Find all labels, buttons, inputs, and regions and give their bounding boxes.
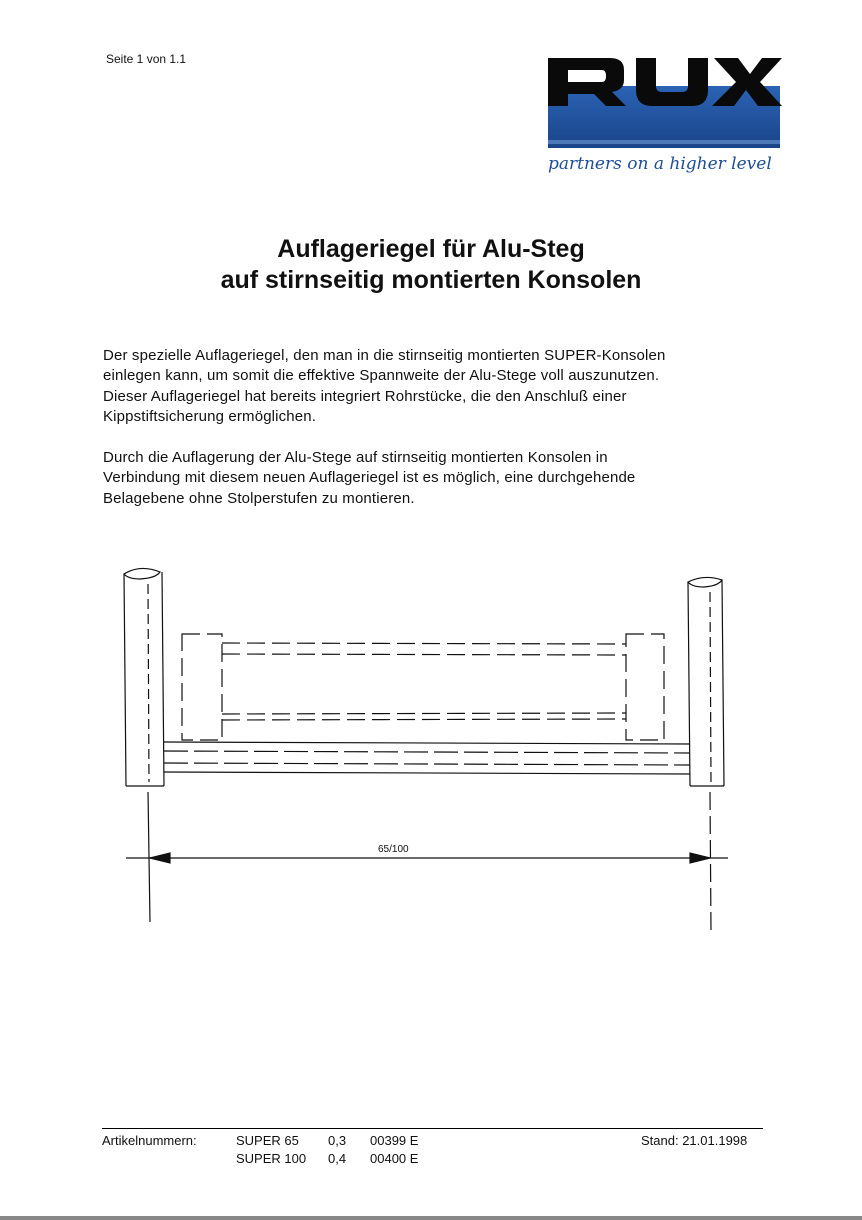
paragraph-1-line: Der spezielle Auflageriegel, den man in die stirnseitig montierten SUPER-Konsolen [103,347,666,364]
paragraph-2-line: Verbindung mit diesem neuen Auflageriegel ist es möglich, eine durchgehende [103,469,636,487]
article-code: 00400 E [370,1151,419,1166]
paragraph-2-line: Belagebene ohne Stolperstufen zu montieren. [103,489,415,507]
paragraph-1 [103,346,783,427]
footer-divider [102,1128,763,1129]
paragraph-1-line: Dieser Auflageriegel hat bereits integriert Rohrstücke, die den Anschluß einer [103,387,627,405]
article-names [236,1132,306,1168]
article-name: SUPER 65 [236,1133,299,1148]
article-code: 00399 E [370,1133,419,1148]
paragraph-1-line: Kippstiftsicherung ermöglichen. [103,407,317,425]
document-title [0,234,862,296]
article-name: SUPER 100 [236,1151,307,1166]
right-tube [688,577,724,786]
document-date: Stand: 21.01.1998 [641,1133,748,1148]
title-line-2: auf stirnseitig montierten Konsolen [220,266,642,294]
paragraph-1-line: einlegen kann, um somit die effektive Spannweite der Alu-Stege voll auszunutzen. [103,367,660,385]
alu-deck [182,634,664,740]
title-line-1: Auflageriegel für Alu-Steg [277,235,585,263]
article-value: 0,3 [328,1133,347,1148]
technical-drawing [110,560,750,940]
article-numbers-label: Artikelnummern: [102,1133,197,1148]
rux-logo [546,56,782,176]
support-beam [164,742,690,774]
dimension-label: 65/100 [378,844,409,855]
article-values [328,1132,346,1168]
paragraph-2-line: Durch die Auflagerung der Alu-Stege auf stirnseitig montierten Konsolen in [103,449,608,466]
article-value: 0,4 [328,1151,347,1166]
page-number: Seite 1 von 1.1 [106,52,187,66]
logo-tagline: partners on a higher level [548,154,772,174]
page-bottom-edge [0,1216,862,1220]
dimension-line [126,792,728,932]
article-codes [370,1132,418,1168]
left-tube [124,568,164,786]
paragraph-2 [103,448,783,509]
